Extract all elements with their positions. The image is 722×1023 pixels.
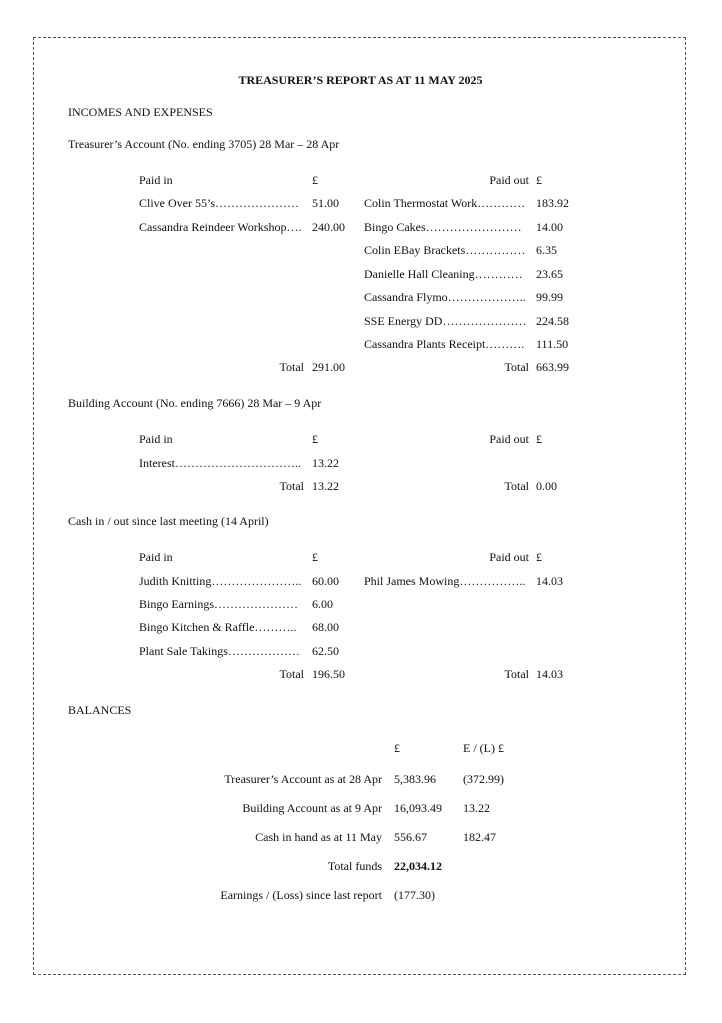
total-funds-label: Total funds — [327, 859, 382, 873]
treasurer-out-desc: Colin EBay Brackets…………… — [364, 243, 526, 257]
building-total-out-label: Total — [504, 479, 529, 493]
report-title: TREASURER’S REPORT AS AT 11 MAY 2025 — [238, 73, 483, 87]
building-paid-in-label: Paid in — [139, 432, 173, 446]
treasurer-out-amount: 23.65 — [536, 267, 563, 281]
treasurer-paid-in-label: Paid in — [139, 173, 173, 187]
balances-heading: BALANCES — [68, 703, 132, 717]
cash-paid-out-label: Paid out — [489, 550, 529, 564]
earnings-label: Earnings / (Loss) since last report — [220, 888, 382, 902]
treasurer-total-in-label: Total — [279, 360, 304, 374]
cash-in-amount: 60.00 — [312, 574, 339, 588]
treasurer-in-desc: Cassandra Reindeer Workshop…. — [139, 220, 302, 234]
treasurer-out-amount: 99.99 — [536, 290, 563, 304]
treasurer-total-out-label: Total — [504, 360, 529, 374]
cash-in-amount: 68.00 — [312, 620, 339, 634]
treasurer-out-desc: Bingo Cakes…………………… — [364, 220, 522, 234]
cash-paid-out-currency: £ — [536, 550, 542, 564]
building-paid-out-label: Paid out — [489, 432, 529, 446]
cash-in-desc: Bingo Earnings………………… — [139, 597, 298, 611]
treasurer-out-desc: Danielle Hall Cleaning………… — [364, 267, 523, 281]
balance-row-amount: 556.67 — [394, 830, 427, 844]
building-total-out: 0.00 — [536, 479, 557, 493]
cash-in-desc: Bingo Kitchen & Raffle……….. — [139, 620, 297, 634]
treasurer-out-desc: Cassandra Flymo……………….. — [364, 290, 526, 304]
building-in-desc: Interest………………………….. — [139, 456, 301, 470]
balances-col-el: E / (L) £ — [463, 741, 504, 755]
cash-total-out: 14.03 — [536, 667, 563, 681]
building-paid-out-currency: £ — [536, 432, 542, 446]
treasurer-out-amount: 183.92 — [536, 196, 569, 210]
treasurer-out-desc: Colin Thermostat Work………… — [364, 196, 526, 210]
cash-total-out-label: Total — [504, 667, 529, 681]
building-in-amount: 13.22 — [312, 456, 339, 470]
cash-paid-in-label: Paid in — [139, 550, 173, 564]
cash-in-amount: 62.50 — [312, 644, 339, 658]
treasurer-in-desc: Clive Over 55’s………………… — [139, 196, 299, 210]
balance-row-el: (372.99) — [463, 772, 504, 786]
section-heading: INCOMES AND EXPENSES — [68, 105, 213, 119]
building-total-in: 13.22 — [312, 479, 339, 493]
cash-heading: Cash in / out since last meeting (14 April) — [68, 514, 269, 528]
cash-total-in: 196.50 — [312, 667, 345, 681]
earnings-amount: (177.30) — [394, 888, 435, 902]
cash-in-amount: 6.00 — [312, 597, 333, 611]
treasurer-out-amount: 111.50 — [536, 337, 569, 351]
report-page — [33, 37, 686, 975]
cash-out-amount: 14.03 — [536, 574, 563, 588]
treasurer-out-amount: 6.35 — [536, 243, 557, 257]
treasurer-in-amount: 240.00 — [312, 220, 345, 234]
treasurer-out-amount: 224.58 — [536, 314, 569, 328]
building-paid-in-currency: £ — [312, 432, 318, 446]
treasurer-out-amount: 14.00 — [536, 220, 563, 234]
treasurer-account-heading: Treasurer’s Account (No. ending 3705) 28 Mar – 28 Apr — [68, 137, 340, 151]
treasurer-total-out: 663.99 — [536, 360, 569, 374]
cash-in-desc: Judith Knitting………………….. — [139, 574, 302, 588]
balance-row-amount: 16,093.49 — [394, 801, 442, 815]
balance-row-el: 13.22 — [463, 801, 490, 815]
treasurer-in-amount: 51.00 — [312, 196, 339, 210]
treasurer-paid-out-currency: £ — [536, 173, 542, 187]
balance-row-label: Treasurer’s Account as at 28 Apr — [224, 772, 382, 786]
balances-col-amount: £ — [394, 741, 400, 755]
balance-row-label: Cash in hand as at 11 May — [255, 830, 382, 844]
building-total-in-label: Total — [279, 479, 304, 493]
total-funds-amount: 22,034.12 — [394, 859, 442, 873]
cash-out-desc: Phil James Mowing…………….. — [364, 574, 526, 588]
building-account-heading: Building Account (No. ending 7666) 28 Mar – 9 Apr — [68, 396, 322, 410]
treasurer-paid-in-currency: £ — [312, 173, 318, 187]
balance-row-el: 182.47 — [463, 830, 496, 844]
cash-in-desc: Plant Sale Takings……………… — [139, 644, 300, 658]
treasurer-total-in: 291.00 — [312, 360, 345, 374]
cash-total-in-label: Total — [279, 667, 304, 681]
treasurer-paid-out-label: Paid out — [489, 173, 529, 187]
cash-paid-in-currency: £ — [312, 550, 318, 564]
balance-row-amount: 5,383.96 — [394, 772, 436, 786]
treasurer-out-desc: SSE Energy DD………………… — [364, 314, 527, 328]
balance-row-label: Building Account as at 9 Apr — [242, 801, 382, 815]
treasurer-out-desc: Cassandra Plants Receipt………. — [364, 337, 525, 351]
